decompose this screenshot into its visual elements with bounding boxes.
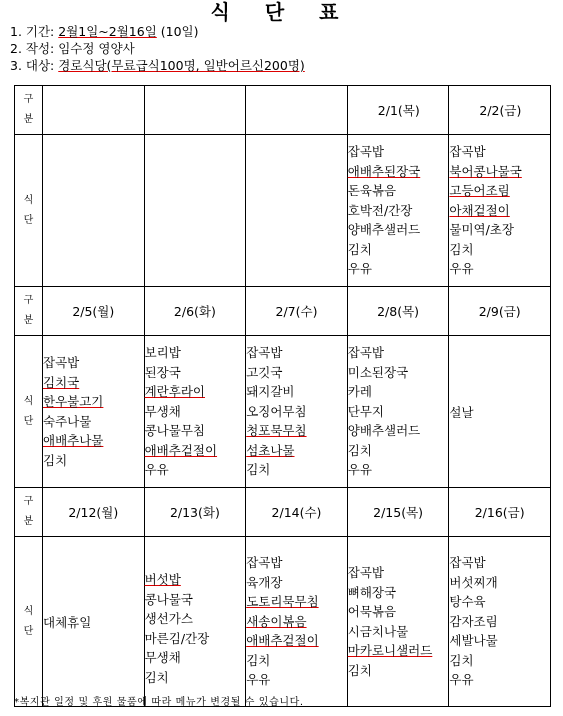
menu-item: 단무지: [347, 403, 385, 419]
menu-item: 북어콩나물국: [449, 163, 522, 179]
menu-item: 잡곡밥: [449, 144, 486, 160]
day-cell: 2/14(수): [246, 488, 348, 537]
day-cell: 2/2(금): [449, 86, 551, 135]
period-suffix: (10일): [156, 24, 199, 39]
day-cell: [43, 86, 145, 135]
menu-item: 고깃국: [246, 364, 283, 380]
menu-row: [15, 537, 551, 707]
menu-item: 도토리묵무침: [246, 594, 319, 610]
menu-item: 우유: [347, 261, 372, 277]
menu-cell: [43, 336, 145, 488]
menu-item: 우유: [347, 462, 372, 478]
menu-cell: [144, 135, 246, 287]
menu-cell: [144, 336, 246, 488]
day-cell: 2/5(월): [43, 287, 145, 336]
menu-item: 애배추겉절이: [246, 633, 319, 649]
menu-cell: [43, 135, 145, 287]
label-char: 구: [23, 94, 34, 105]
menu-item: 물미역/초장: [449, 222, 514, 238]
menu-item: 우유: [449, 261, 474, 277]
day-cell: 2/1(목): [347, 86, 449, 135]
day-cell: 2/6(화): [144, 287, 246, 336]
menu-item: 콩나물무침: [144, 423, 205, 439]
menu-item: 애배추겉절이: [144, 442, 218, 458]
menu-item: 김치: [347, 241, 372, 257]
day-cell: 2/8(목): [347, 287, 449, 336]
label-char: 식: [23, 395, 34, 407]
menu-item: 계란후라이: [144, 384, 205, 400]
day-cell: [246, 86, 348, 135]
menu-cell: [347, 135, 449, 287]
menu-row: [15, 135, 551, 287]
menu-item: 김치: [246, 462, 271, 478]
menu-item: 김치: [144, 669, 169, 685]
day-header-row: [15, 287, 551, 336]
menu-row: [15, 336, 551, 488]
menu-item: 김치: [449, 652, 474, 668]
menu-item: 어묵볶음: [347, 604, 397, 619]
menu-item: 육개장: [246, 574, 283, 590]
day-cell: [144, 86, 246, 135]
menu-item: 김치: [43, 452, 68, 468]
menu-item: 호박전/간장: [347, 202, 413, 218]
day-header-row: [15, 488, 551, 537]
menu-item: 콩나물국: [144, 591, 193, 607]
label-char: 구: [23, 295, 34, 306]
period-prefix: 1. 기간:: [10, 24, 59, 39]
label-char: 분: [23, 516, 34, 527]
label-char: 분: [23, 114, 34, 125]
menu-item: 한우불고기: [43, 394, 104, 409]
menu-item: 김치: [347, 442, 372, 458]
label-char: 식: [23, 194, 34, 206]
menu-item: 마카로니샐러드: [347, 643, 433, 658]
menu-item: 김치국: [43, 374, 80, 390]
menu-cell: [449, 537, 551, 707]
label-char: 단: [23, 415, 34, 427]
menu-item: 애배추된장국: [347, 163, 421, 179]
menu-item: 보리밥: [144, 345, 181, 361]
day-cell: 2/7(수): [246, 287, 348, 336]
menu-item: 버섯찌개: [449, 574, 498, 590]
info-author: 2. 작성: 임수정 영양사: [10, 41, 135, 56]
menu-item: 탕수육: [449, 594, 486, 610]
menu-item: 잡곡밥: [246, 555, 283, 571]
sikdan-label: [15, 336, 43, 488]
gubun-label: [15, 287, 43, 336]
menu-item: 잡곡밥: [43, 355, 80, 370]
menu-item: 대체휴일: [43, 614, 92, 630]
menu-item: 잡곡밥: [347, 345, 385, 361]
menu-item: 세발나물: [449, 633, 498, 649]
menu-cell: [347, 537, 449, 707]
menu-cell: [246, 336, 348, 488]
menu-item: 뼈해장국: [347, 584, 397, 600]
menu-cell: [246, 537, 348, 707]
menu-item: 김치: [449, 241, 474, 257]
day-cell: 2/9(금): [449, 287, 551, 336]
menu-item: 우유: [144, 462, 169, 478]
menu-item: 오징어무침: [246, 403, 307, 419]
period-value: 2월1일~2월16일: [58, 24, 157, 39]
label-char: 단: [23, 625, 34, 637]
menu-item: 버섯밥: [144, 572, 181, 587]
label-char: 구: [23, 496, 34, 507]
menu-item: 생선가스: [144, 611, 193, 626]
page-title: 식 단 표: [210, 0, 353, 24]
menu-cell: [246, 135, 348, 287]
menu-item: 양배추샐러드: [347, 222, 421, 238]
menu-item: 우유: [246, 672, 271, 688]
menu-item: 마른김/간장: [144, 630, 210, 646]
menu-item: 무생채: [144, 650, 181, 665]
day-header-row: [15, 86, 551, 135]
info-period: [10, 23, 199, 40]
sikdan-label: [15, 135, 43, 287]
day-cell: 2/16(금): [449, 488, 551, 537]
menu-cell: [449, 135, 551, 287]
menu-item: 잡곡밥: [246, 345, 283, 361]
gubun-label: [15, 488, 43, 537]
menu-item: 설날: [449, 404, 474, 420]
footnote: *복지관 일정 및 후원 물품에 따라 메뉴가 변경될 수 있습니다.: [14, 697, 304, 708]
menu-item: 시금치나물: [347, 623, 409, 639]
sikdan-label: [15, 537, 43, 707]
day-cell: 2/12(월): [43, 488, 145, 537]
menu-cell: [144, 537, 246, 707]
label-char: 식: [23, 605, 34, 617]
menu-item: 애배추나물: [43, 433, 104, 448]
meal-table: [14, 85, 551, 707]
menu-item: 카레: [347, 384, 372, 400]
menu-item: 돼지갈비: [246, 384, 295, 400]
menu-item: 김치: [246, 652, 271, 668]
gubun-label: [15, 86, 43, 135]
info-target: [10, 57, 305, 74]
menu-item: 양배추샐러드: [347, 423, 421, 439]
menu-item: 숙주나물: [43, 413, 92, 429]
menu-item: 청포묵무침: [246, 423, 307, 439]
menu-item: 감자조림: [449, 613, 498, 629]
menu-cell: [347, 336, 449, 488]
menu-item: 무생채: [144, 403, 181, 419]
menu-item: 섬초나물: [246, 442, 295, 458]
menu-cell: [43, 537, 145, 707]
menu-item: 미소된장국: [347, 364, 409, 380]
menu-cell: [449, 336, 551, 488]
menu-item: 새송이볶음: [246, 613, 307, 629]
day-cell: 2/15(목): [347, 488, 449, 537]
menu-item: 된장국: [144, 364, 181, 380]
menu-item: 아채겉절이: [449, 202, 510, 218]
label-char: 단: [23, 214, 34, 226]
target-value: 경로식당(무료급식100명, 일반어르신200명): [58, 58, 305, 73]
menu-item: 잡곡밥: [449, 555, 486, 571]
menu-item: 우유: [449, 672, 474, 688]
day-cell: 2/13(화): [144, 488, 246, 537]
menu-item: 돈육볶음: [347, 183, 397, 199]
menu-item: 잡곡밥: [347, 565, 385, 580]
target-prefix: 3. 대상:: [10, 58, 59, 73]
label-char: 분: [23, 315, 34, 326]
menu-item: 고등어조림: [449, 183, 510, 199]
menu-item: 김치: [347, 662, 372, 678]
menu-item: 잡곡밥: [347, 144, 385, 160]
